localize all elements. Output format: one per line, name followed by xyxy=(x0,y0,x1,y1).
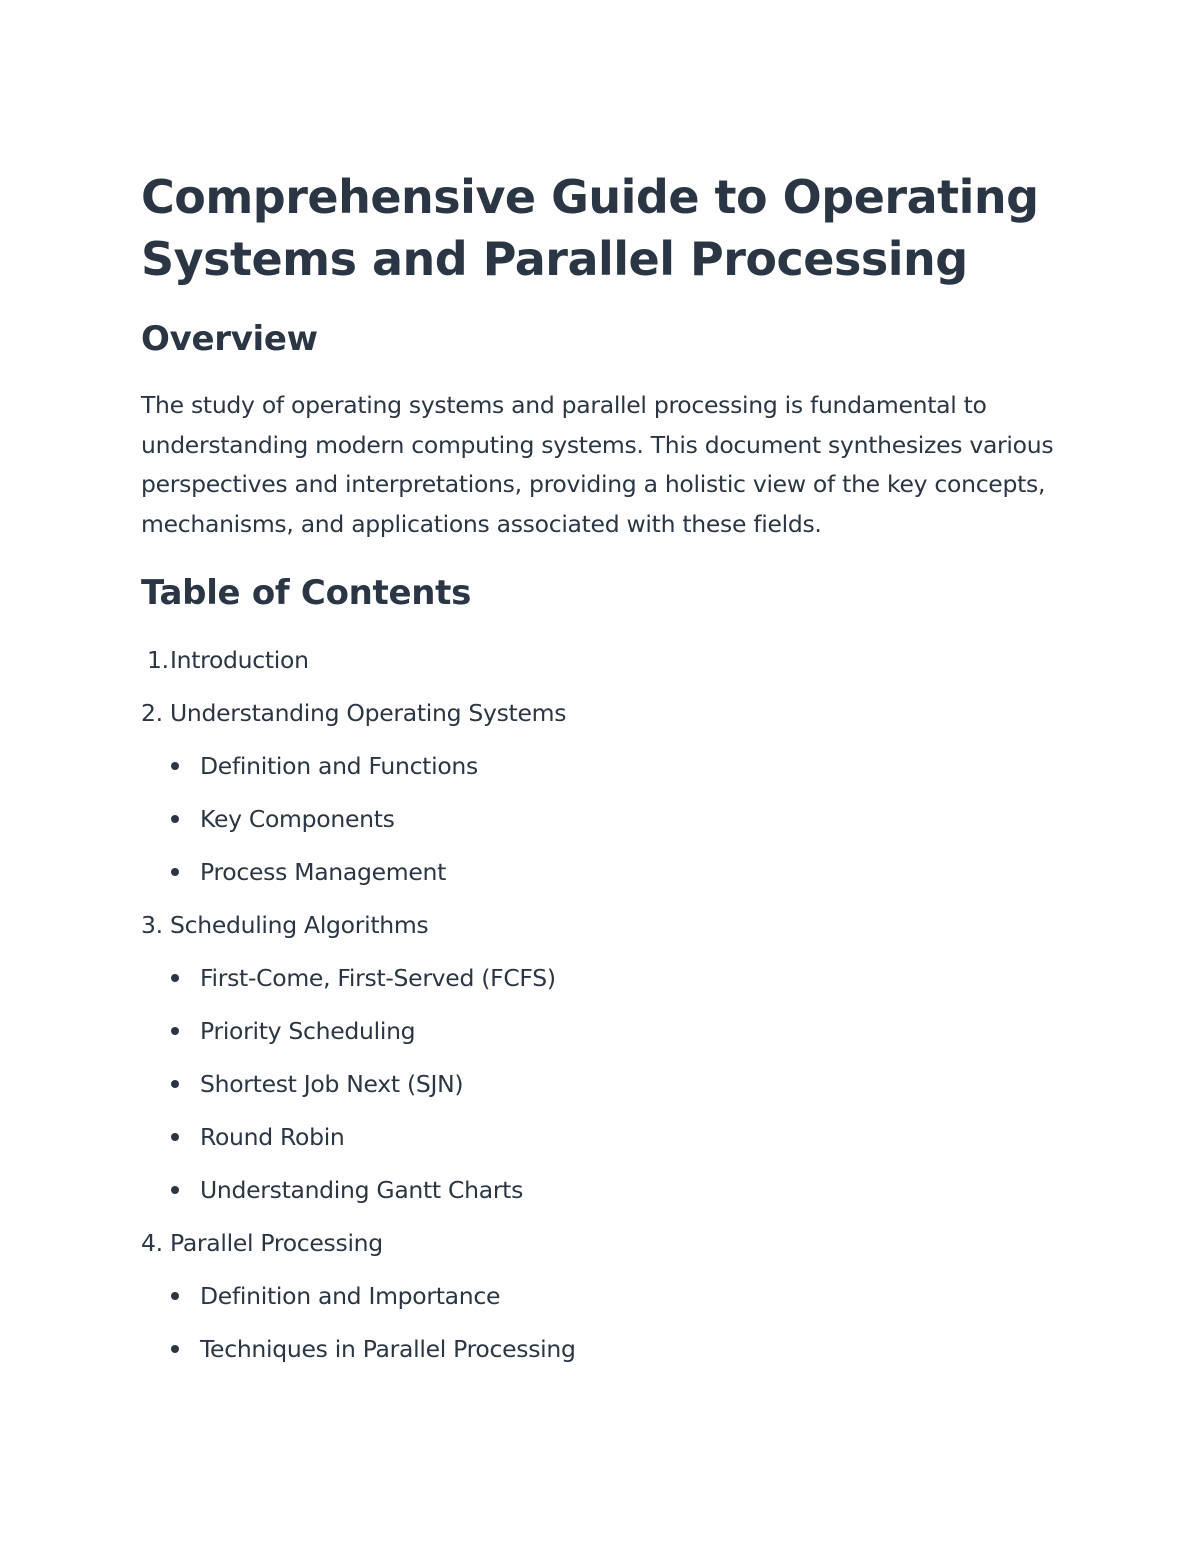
toc-subitem xyxy=(141,852,1041,905)
toc-subitem-label: Understanding Gantt Charts xyxy=(200,1176,524,1204)
toc-item-scheduling-algorithms xyxy=(141,905,1041,958)
table-of-contents xyxy=(141,640,1041,1382)
toc-subitem-label: Definition and Functions xyxy=(200,752,478,780)
toc-subitem-label: Priority Scheduling xyxy=(200,1017,416,1045)
document-title: Comprehensive Guide to Operating Systems and Parallel Processing xyxy=(141,170,1039,286)
bullet-icon xyxy=(171,1292,179,1300)
toc-heading: Table of Contents xyxy=(141,573,472,613)
toc-subitem xyxy=(141,1170,1041,1223)
bullet-icon xyxy=(171,868,179,876)
overview-paragraph: The study of operating systems and parallel processing is fundamental to understanding modern computing systems. This document synthesizes various perspectives and interpretations, providing a holistic view of the key concepts, mechanisms, and applications associated with these fields. xyxy=(141,391,1054,538)
toc-subitem-label: Definition and Importance xyxy=(200,1282,501,1310)
bullet-icon xyxy=(171,762,179,770)
toc-item-number: 3. xyxy=(141,911,163,939)
toc-subitem-label: Process Management xyxy=(200,858,447,886)
toc-item-introduction xyxy=(141,640,1041,693)
toc-subitem-label: Techniques in Parallel Processing xyxy=(200,1335,576,1363)
bullet-icon xyxy=(171,1133,179,1141)
toc-subitem-label: Round Robin xyxy=(200,1123,345,1151)
overview-heading: Overview xyxy=(141,319,318,359)
bullet-icon xyxy=(171,1080,179,1088)
toc-subitem-label: Shortest Job Next (SJN) xyxy=(200,1070,464,1098)
toc-subitem-label: Key Components xyxy=(200,805,395,833)
toc-item-understanding-operating-systems xyxy=(141,693,1041,746)
toc-item-number: 4. xyxy=(141,1229,163,1257)
toc-subitem xyxy=(141,1276,1041,1329)
toc-item-label: Introduction xyxy=(170,646,309,674)
toc-subitem xyxy=(141,1064,1041,1117)
bullet-icon xyxy=(171,815,179,823)
bullet-icon xyxy=(171,1186,179,1194)
toc-subitem xyxy=(141,1011,1041,1064)
toc-subitem xyxy=(141,799,1041,852)
toc-subitem-label: First-Come, First-Served (FCFS) xyxy=(200,964,556,992)
toc-item-parallel-processing xyxy=(141,1223,1041,1276)
toc-subitem xyxy=(141,1117,1041,1170)
toc-item-number: 1. xyxy=(147,646,169,674)
toc-item-label: Scheduling Algorithms xyxy=(170,911,429,939)
toc-subitem xyxy=(141,746,1041,799)
toc-subitem xyxy=(141,1329,1041,1382)
toc-item-label: Parallel Processing xyxy=(170,1229,383,1257)
bullet-icon xyxy=(171,974,179,982)
bullet-icon xyxy=(171,1027,179,1035)
toc-item-number: 2. xyxy=(141,699,163,727)
bullet-icon xyxy=(171,1345,179,1353)
toc-subitem xyxy=(141,958,1041,1011)
toc-item-label: Understanding Operating Systems xyxy=(170,699,567,727)
